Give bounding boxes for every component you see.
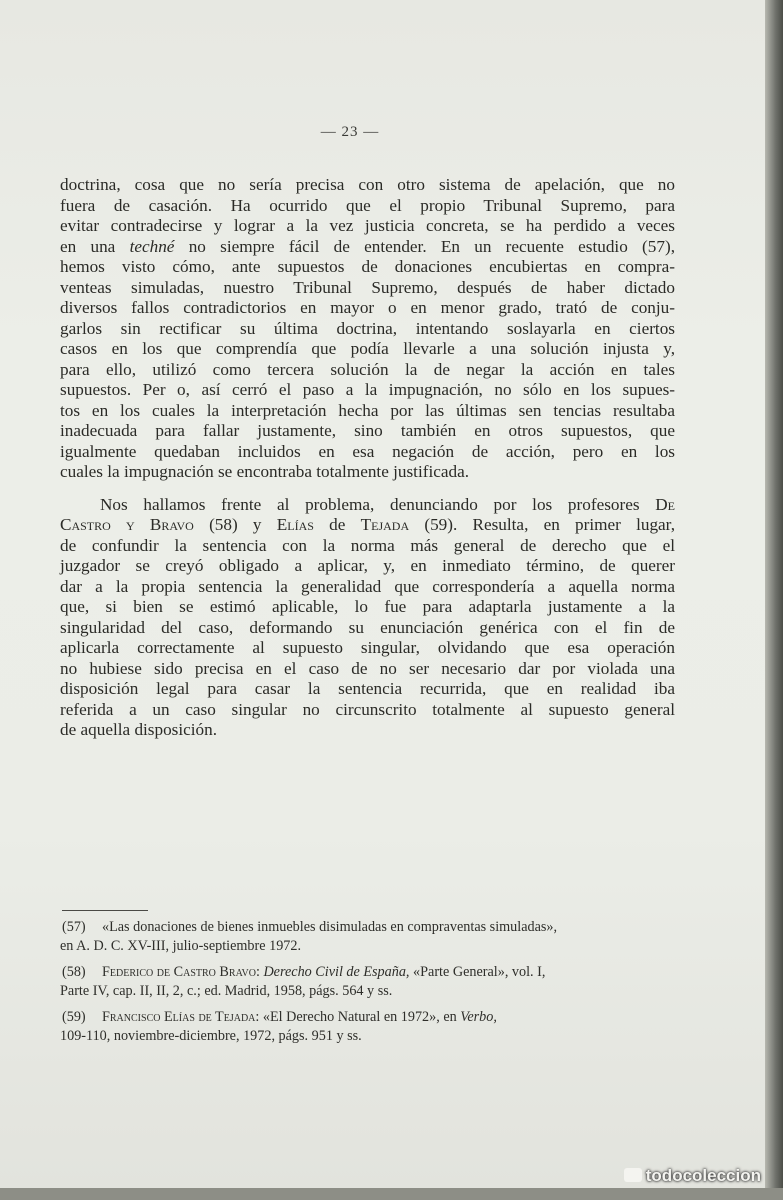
text-line: igualmente quedaban incluidos en esa negación de acción, pero en los [60, 441, 675, 461]
text-line: de aquella disposición. [60, 720, 218, 739]
author-name: De [655, 494, 675, 514]
text-line: supuestos. Per o, así cerró el paso a la impugnación, no sólo en los supues- [60, 380, 675, 399]
footnote-line [60, 963, 678, 982]
watermark-logo [624, 1166, 761, 1186]
text-segment: de [313, 515, 361, 534]
text-line: doctrina, cosa que no sería precisa con otro sistema de apelación, que no [60, 175, 675, 194]
text-line: garlos sin rectificar su última doctrina, intentando soslayarla en ciertos [60, 318, 675, 338]
text-line [60, 237, 675, 258]
footnote-59 [60, 1008, 678, 1046]
text-segment: no siempre fácil de entender. En un recuente estudio (57), [174, 236, 675, 256]
footnotes [60, 918, 678, 1053]
footnote-line: 109-110, noviembre-diciembre, 1972, págs. 951 y ss. [60, 1028, 362, 1044]
text-line: inadecuada para fallar justamente, sino también en otros supuestos, que [60, 421, 675, 440]
footnote-line [60, 1008, 678, 1027]
footnote-line: Parte IV, cap. II, II, 2, c.; ed. Madrid, 1958, págs. 564 y ss. [60, 983, 393, 999]
text-line: hemos visto cómo, ante supuestos de donaciones encubiertas en compra- [60, 257, 675, 276]
footnote-text: «El Derecho Natural en 1972», en [259, 1009, 461, 1025]
text-line: aplicarla correctamente al supuesto singular, olvidando que esa operación [60, 638, 675, 657]
footnote-journal: Verbo, [460, 1009, 497, 1025]
italic-term: techné [129, 236, 175, 256]
text-line: de confundir la sentencia con la norma más general de derecho que el [60, 535, 675, 555]
footnote-number: (58) [62, 964, 86, 980]
text-line: casos en los que comprendía que podía llevarle a una solución injusta y, [60, 339, 675, 358]
text-line: tos en los cuales la interpretación hecha por las últimas sen tencias resultaba [60, 400, 675, 420]
text-line: disposición legal para casar la sentencia recurrida, que en realidad iba [60, 679, 675, 698]
body-text [60, 175, 675, 741]
text-segment: Nos hallamos frente al problema, denunciando por los profesores [100, 494, 656, 514]
author-name: Elías [276, 515, 314, 534]
footnote-title: Derecho Civil de España, [263, 964, 410, 980]
footnote-author: Federico de Castro Bravo: [102, 964, 260, 980]
text-line: cuales la impugnación se encontraba totalmente justificada. [60, 462, 470, 481]
footnote-57 [60, 918, 678, 956]
text-line: evitar contradecirse y lograr a la vez justicia concreta, se ha perdido a veces [60, 216, 675, 235]
footnote-line: en A. D. C. XV-III, julio-septiembre 1972. [60, 938, 302, 954]
footnote-line [60, 918, 678, 937]
footnote-divider [62, 910, 148, 911]
text-line [60, 495, 675, 516]
text-line: juzgador se creyó obligado a aplicar, y, en inmediato término, de querer [60, 556, 675, 575]
watermark-icon [624, 1168, 642, 1182]
footnote-text: «Parte General», vol. I, [409, 964, 546, 980]
text-segment: (58) y [193, 515, 277, 534]
text-line: dar a la propia sentencia la generalidad que correspondería a aquella norma [60, 576, 675, 596]
paragraph-2 [60, 495, 675, 741]
book-bottom-edge [0, 1188, 783, 1200]
watermark-text: todocoleccion [645, 1166, 761, 1185]
footnote-text: «Las donaciones de bienes inmuebles disimuladas en compraventas simuladas», [102, 919, 558, 935]
text-line: singularidad del caso, deformando su enunciación genérica con el fin de [60, 617, 675, 637]
text-line [60, 515, 675, 536]
book-page-edge [765, 0, 783, 1200]
text-line: venteas simuladas, nuestro Tribunal Supremo, después de haber dictado [60, 277, 675, 297]
author-name: Castro y Bravo [60, 515, 194, 534]
text-line: fuera de casación. Ha ocurrido que el propio Tribunal Supremo, para [60, 195, 675, 215]
author-name: Tejada [360, 515, 410, 534]
footnote-number: (59) [62, 1009, 86, 1025]
text-line: para ello, utilizó como tercera solución la de negar la acción en tales [60, 359, 675, 379]
text-line: que, si bien se estimó aplicable, lo fue para adaptarla justamente a la [60, 597, 675, 616]
footnote-58 [60, 963, 678, 1001]
text-line: no hubiese sido precisa en el caso de no ser necesario dar por violada una [60, 658, 675, 678]
footnote-number: (57) [62, 919, 86, 935]
paragraph-1 [60, 175, 675, 483]
text-segment: (59). Resulta, en primer lugar, [409, 515, 675, 534]
text-line: diversos fallos contradictorios en mayor o en menor grado, trató de conju- [60, 298, 675, 317]
text-segment: en una [60, 236, 130, 256]
footnote-author: Francisco Elías de Tejada: [102, 1009, 260, 1025]
text-line: referida a un caso singular no circunscrito totalmente al supuesto general [60, 699, 675, 719]
page-number: — 23 — [320, 124, 380, 140]
